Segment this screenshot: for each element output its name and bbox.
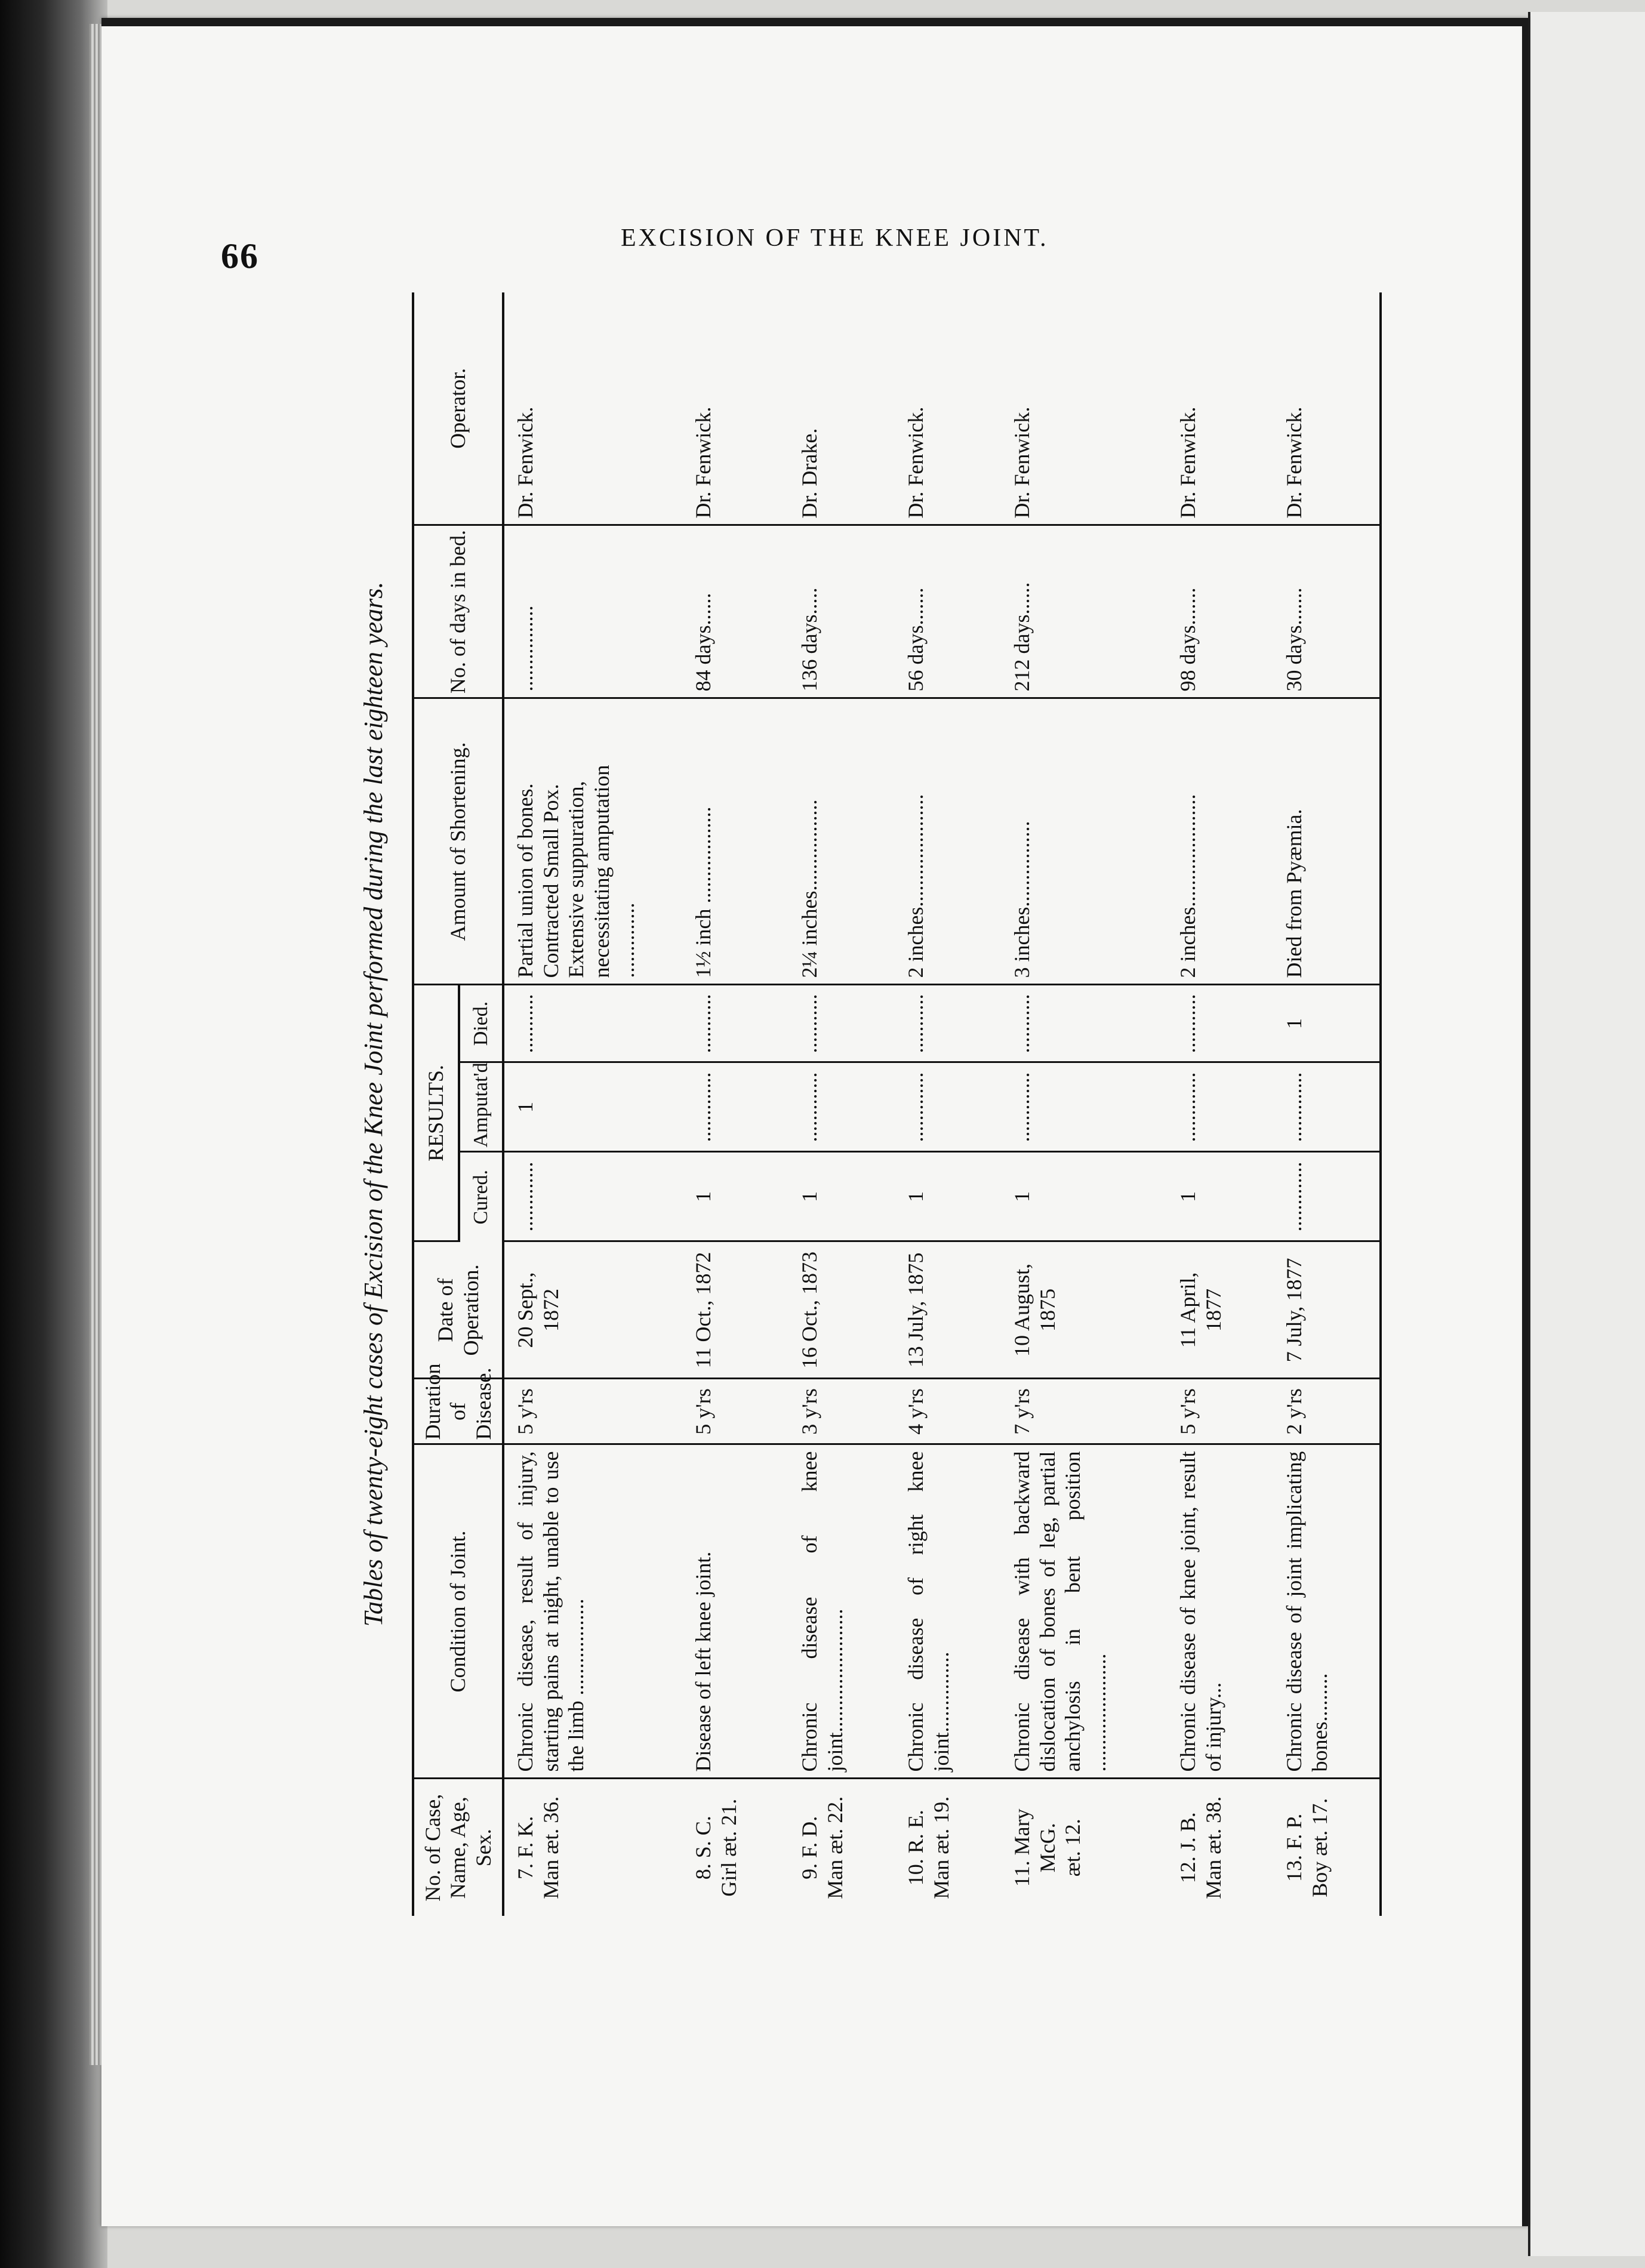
cell-died: ........... [1167,985,1273,1062]
case-age-sex: Girl æt. 21. [716,1798,741,1897]
rotated-table-block [346,281,1361,1928]
cell-condition: Disease of left knee joint. [682,1444,788,1779]
cell-amputated: 1 [503,1062,682,1152]
header-operator: Operator. [413,292,503,525]
cell-operator: Dr. Fenwick. [503,292,682,525]
case-name: 7. F. K. [513,1816,538,1879]
cell-date: 16 Oct., 1873 [788,1241,895,1379]
cell-amputated: ............. [895,1062,1001,1152]
cell-condition: Chronic disease, result of injury, starting pains at night, unable to use the limb .................. [503,1444,682,1779]
cell-condition: Chronic disease of knee joint, result of injury... [1167,1444,1273,1779]
case-age-sex: Man æt. 22. [822,1796,847,1899]
cell-case [788,1779,895,1916]
cell-days: 84 days...... [682,525,788,698]
header-cured: Cured. [459,1152,503,1241]
table-row [788,292,895,1916]
cell-date: 11 April, 1877 [1167,1241,1273,1379]
cell-shortening: 2¼ inches................. [788,698,895,985]
table-row [1167,292,1273,1916]
cell-date: 7 July, 1877 [1273,1241,1381,1379]
case-age-sex: Man æt. 19. [929,1796,953,1899]
cell-cured: ............. [1273,1152,1381,1241]
cell-died: 1 [1273,985,1381,1062]
cell-cured: 1 [788,1152,895,1241]
header-row [413,292,459,1916]
cell-days: 98 days....... [1167,525,1273,698]
table-row [895,292,1001,1916]
table-row [503,292,682,1916]
header-shortening: Amount of Shortening. [413,698,503,985]
page-number: 66 [221,236,259,276]
case-age-sex: Boy æt. 17. [1307,1798,1332,1897]
cell-operator: Dr. Fenwick. [682,292,788,525]
cell-shortening: 2 inches..................... [895,698,1001,985]
cell-case [1273,1779,1381,1916]
cell-condition: Chronic disease of knee joint....................... [788,1444,895,1779]
cases-table [412,292,1382,1916]
header-days: No. of days in bed. [413,525,503,698]
cell-condition: Chronic disease of joint implicating bones......... [1273,1444,1381,1779]
cell-cured: 1 [895,1152,1001,1241]
page-top-border [101,18,1528,26]
header-died: Died. [459,985,503,1062]
cell-cured: 1 [1001,1152,1167,1241]
cell-case [503,1779,682,1916]
cell-operator: Dr. Fenwick. [895,292,1001,525]
cell-died: ........... [1001,985,1167,1062]
adjacent-page [1528,12,1645,2256]
cell-operator: Dr. Fenwick. [1273,292,1381,525]
cell-amputated: ............. [682,1062,788,1152]
header-case: No. of Case, Name, Age, Sex. [413,1779,503,1916]
cell-amputated: ............. [788,1062,895,1152]
cell-shortening: 2 inches..................... [1167,698,1273,985]
cell-operator: Dr. Drake. [788,292,895,525]
cell-condition: Chronic disease with backward dislocation of bones of leg, partial anchylosis in bent position ...................... [1001,1444,1167,1779]
case-name: 9. F. D. [797,1816,822,1879]
cell-duration: 4 y'rs [895,1379,1001,1444]
cell-shortening: 1½ inch .................. [682,698,788,985]
cell-days: 136 days..... [788,525,895,698]
cell-duration: 5 y'rs [1167,1379,1273,1444]
header-results: RESULTS. [413,985,459,1241]
cell-cured: 1 [1167,1152,1273,1241]
cell-cured: 1 [682,1152,788,1241]
cell-amputated: ............. [1001,1062,1167,1152]
case-name: 12. J. B. [1176,1812,1200,1884]
case-age-sex: Man æt. 38. [1201,1796,1225,1899]
cell-amputated: ............. [1273,1062,1381,1152]
table-row [1273,292,1381,1916]
case-age-sex: Man æt. 36. [538,1796,563,1899]
cell-died: ........... [895,985,1001,1062]
running-head: EXCISION OF THE KNEE JOINT. [621,224,1049,252]
cell-died: ........... [503,985,682,1062]
cell-died: ........... [788,985,895,1062]
cell-duration: 7 y'rs [1001,1379,1167,1444]
case-name: 10. R. E. [904,1810,928,1886]
cell-date: 13 July, 1875 [895,1241,1001,1379]
cell-shortening: Died from Pyæmia. [1273,698,1381,985]
cell-days: 56 days....... [895,525,1001,698]
cell-cured: ............. [503,1152,682,1241]
table-caption: Tables of twenty-eight cases of Excision of the Knee Joint performed during the last eighteen years. [358,581,388,1627]
case-age-sex: æt. 12. [1061,1819,1085,1877]
header-amputated: Amputat'd [459,1062,503,1152]
case-name: 13. F. P. [1282,1813,1307,1882]
page-right-border [1522,18,1528,2226]
case-name: 8. S. C. [691,1816,716,1880]
cell-date: 11 Oct., 1872 [682,1241,788,1379]
case-name: 11. Mary McG. [1010,1808,1059,1887]
cell-operator: Dr. Fenwick. [1001,292,1167,525]
cell-days: ................ [503,525,682,698]
cell-case [1001,1779,1167,1916]
cell-duration: 5 y'rs [682,1379,788,1444]
cell-case [1167,1779,1273,1916]
cell-date: 10 August, 1875 [1001,1241,1167,1379]
cell-case [682,1779,788,1916]
table-row [682,292,788,1916]
header-date: Date of Operation. [413,1241,503,1379]
cell-case [895,1779,1001,1916]
cell-died: ........... [682,985,788,1062]
cell-duration: 2 y'rs [1273,1379,1381,1444]
cell-duration: 3 y'rs [788,1379,895,1444]
cell-days: 30 days....... [1273,525,1381,698]
cell-duration: 5 y'rs [503,1379,682,1444]
cell-shortening: 3 inches................ [1001,698,1167,985]
table-row [1001,292,1167,1916]
cell-date: 20 Sept., 1872 [503,1241,682,1379]
cell-amputated: ............. [1167,1062,1273,1152]
cell-operator: Dr. Fenwick. [1167,292,1273,525]
cell-shortening: Partial union of bones. Contracted Small Pox. Extensive suppuration, necessitating amputation .............. [503,698,682,985]
header-condition: Condition of Joint. [413,1444,503,1779]
cell-days: 212 days...... [1001,525,1167,698]
header-duration: Duration of Disease. [413,1379,503,1444]
cell-condition: Chronic disease of right knee joint............... [895,1444,1001,1779]
